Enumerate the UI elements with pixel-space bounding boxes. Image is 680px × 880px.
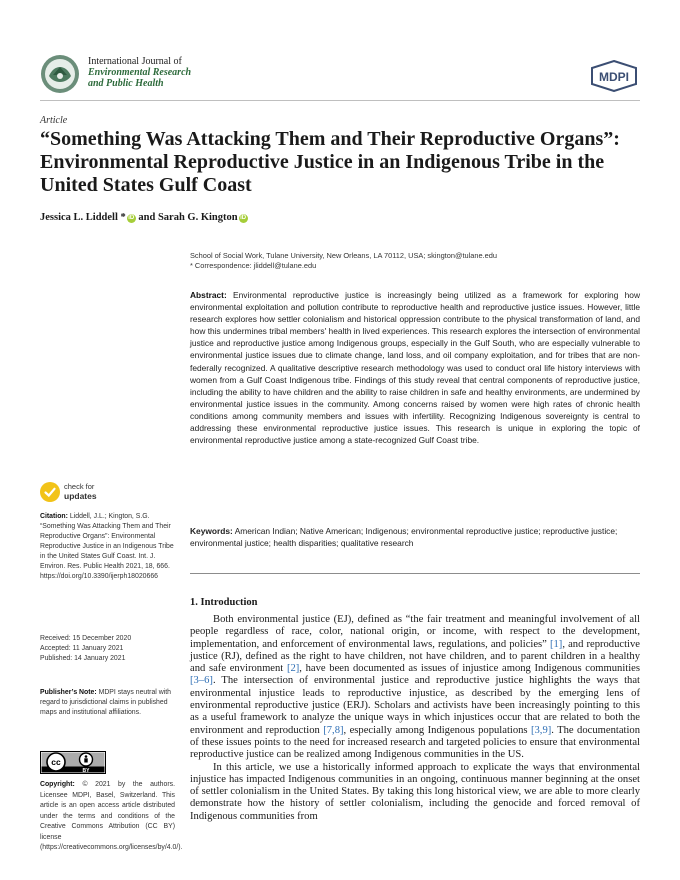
text-run: . The intersection of environmental justice and reproductive justice highlights the ways that environmental injustice leads to reproductive injustice, as described by the emerging lens of environmental reproductive justice (ERJ). Scholars and activists have been increasingly pointing to this as a useful framework to analyze the unique ways in which injustices occur that are related to both the environment and reproduction xyxy=(190,675,640,736)
journal-name xyxy=(88,56,191,89)
author-name: Jessica L. Liddell xyxy=(40,212,118,223)
journal-name-line3: and Public Health xyxy=(88,78,164,89)
publisher-note-label: Publisher’s Note: xyxy=(40,689,97,696)
check-for-updates-button[interactable] xyxy=(40,482,160,502)
journal-name-line1: International Journal of xyxy=(88,56,182,67)
reference-link[interactable]: [3–6] xyxy=(190,675,213,687)
check-updates-line1: check for xyxy=(64,482,95,491)
citation xyxy=(40,512,175,582)
article-title: “Something Was Attacking Them and Their Reproductive Organs”: Environmental Reproductive Justice in an Indigenous Tribe in the United States Gulf Coast xyxy=(40,128,620,196)
text-run: . The documentation of these issues points to the need for increased research and targeted policies to ensure that environmental reproductive justice can be realized among Indigenous communities in the US. xyxy=(190,724,640,761)
copyright-label: Copyright: xyxy=(40,781,75,788)
publisher-note-text: MDPI stays neutral with regard to jurisdictional claims in published maps and institutional affiliations. xyxy=(40,689,171,716)
date-received: Received: 15 December 2020 xyxy=(40,635,132,642)
article-type: Article xyxy=(40,115,68,126)
mdpi-logo-text: MDPI xyxy=(599,70,629,84)
check-updates-label xyxy=(64,483,97,500)
publication-dates xyxy=(40,634,175,664)
abstract-text: Environmental reproductive justice is increasingly being utilized as a framework for exploring how environmental exploitation and pollution contribute to reproductive health and reproductive justice issues. However, little research explores how settler colonialism and historical oppression contribute to the physical transformation of land, and how this undermines tribal members' health in lived experiences. This research explores the intersection of environmental justice and reproductive justice among Indigenous groups, especially in the Gulf South, who are especially vulnerable to environmental justice issues due to climate change, land loss, and oil company exploitation, and for tribes that are non-federally recognized. A qualitative descriptive research methodology was used to conduct oral life history interviews with women from a Gulf Coast Indigenous tribe. Findings of this study reveal that central components of reproductive justice, including the ability to have children and the ability to raise children in safe and healthy environments, are undermined by environmental justice issues in the community. Among concerns raised by women were high rates of chronic health conditions among community members and issues with infertility. Recognizing Indigenous sovereignty is central to addressing these environmental reproductive justice issues. This research is unique in exploring the topic of environmental reproductive justice among a state-recognized Gulf Coast tribe. xyxy=(190,290,640,446)
citation-text: Liddell, J.L.; Kington, S.G. “Something Was Attacking Them and Their Reproductive Organs”: Environmental Reproductive Justice in an Indigenous Tribe in the United States Gulf Coast. Int. J. Environ. Res. Public Health 2021, 18, 666. https://doi.org/10.3390/ijerph18020666 xyxy=(40,513,174,580)
copyright-text: © 2021 by the authors. Licensee MDPI, Basel, Switzerland. This article is an open access article distributed under the terms and conditions of the Creative Commons Attribution (CC BY) license (https://creativecommons.org/licenses/by/4.0/). xyxy=(40,781,183,851)
check-updates-icon xyxy=(40,482,60,502)
date-accepted: Accepted: 11 January 2021 xyxy=(40,645,124,652)
date-published: Published: 14 January 2021 xyxy=(40,655,126,662)
journal-logo xyxy=(40,54,80,94)
citation-label: Citation: xyxy=(40,513,68,520)
abstract-label: Abstract: xyxy=(190,290,227,300)
orcid-icon[interactable]: iD xyxy=(240,215,247,221)
by-mark: BY xyxy=(82,768,90,774)
keywords-divider xyxy=(190,573,640,574)
abstract xyxy=(190,289,640,446)
reference-link[interactable]: [2] xyxy=(286,663,300,675)
publisher-note xyxy=(40,688,175,718)
affiliation-line: School of Social Work, Tulane University, New Orleans, LA 70112, USA; skington@tulane.edu xyxy=(190,251,497,260)
cc-by-license-icon[interactable] xyxy=(40,751,106,774)
text-run: Both environmental justice (EJ), defined as “the fair treatment and meaningful involvement of all people regardless of race, color, national origin, or income, with respect to the development, implementation, and enforcement of environmental laws, regulations, and policies” xyxy=(190,614,640,650)
keywords-text: American Indian; Native American; Indigenous; environmental reproductive justice; reproductive justice; environmental justice; health disparities; qualitative research xyxy=(190,526,618,549)
keywords xyxy=(190,525,640,549)
journal-name-line2: Environmental Research xyxy=(88,67,192,78)
body-text xyxy=(190,614,640,823)
affiliation xyxy=(190,251,640,271)
paragraph xyxy=(190,614,640,762)
keywords-label: Keywords: xyxy=(190,526,233,536)
mdpi-logo xyxy=(590,60,638,92)
text-run: , and reproductive justice (RJ), defined as the right to have children, not have children, and to parent children in a healthy and safe environment xyxy=(190,638,640,675)
author-connector: and xyxy=(135,212,158,223)
corresponding-mark: * xyxy=(117,212,126,223)
paragraph: In this article, we use a historically informed approach to explicate the ways that environmental injustice has impacted Indigenous communities in an ongoing, continuous manner beginning at the onset of settler colonialism in the United States. By taking this long historical view, we are able to more clearly demonstrate how the history of settler colonialism, including the genocide and forced removal of Indigenous communities from xyxy=(190,761,640,822)
correspondence-line: * Correspondence: jliddell@tulane.edu xyxy=(190,261,317,270)
check-updates-line2: updates xyxy=(64,490,97,501)
text-run: , especially among Indigenous populations xyxy=(343,724,531,736)
reference-link[interactable]: [3,9] xyxy=(530,724,552,736)
header-divider xyxy=(40,100,640,101)
text-run: , have been documented as issues of injustice among Indigenous communities xyxy=(299,663,640,675)
section-heading: 1. Introduction xyxy=(190,597,258,608)
reference-link[interactable]: [7,8] xyxy=(323,724,344,736)
author-list xyxy=(40,212,248,223)
reference-link[interactable]: [1] xyxy=(549,638,563,650)
copyright-notice xyxy=(40,780,183,854)
author-name: Sarah G. Kington xyxy=(157,212,238,223)
cc-mark: cc xyxy=(51,757,61,767)
orcid-icon[interactable]: iD xyxy=(128,215,135,221)
